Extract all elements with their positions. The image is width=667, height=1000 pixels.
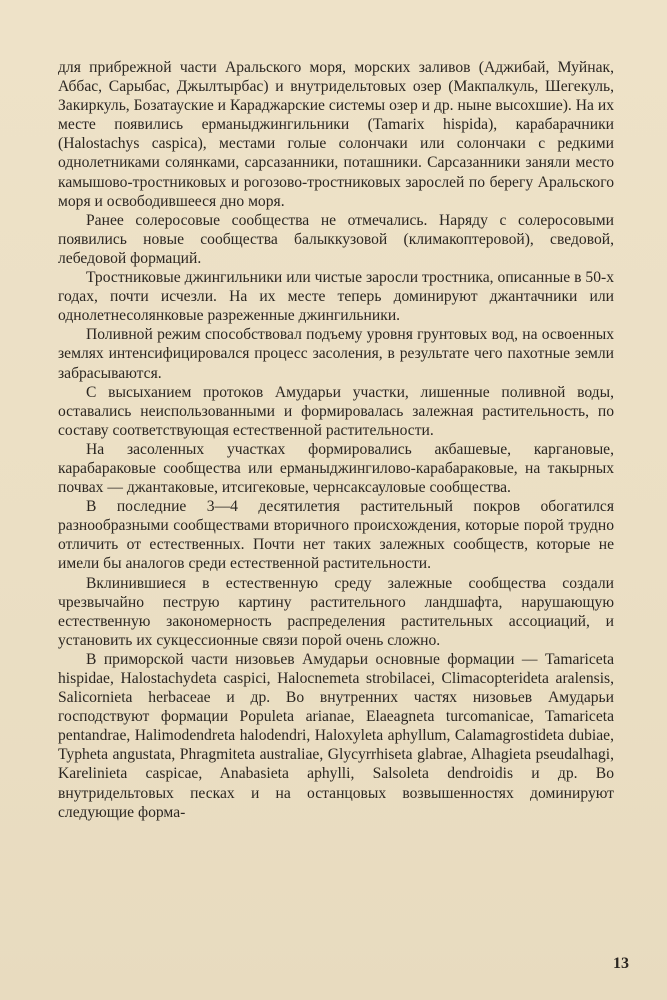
paragraph: С высыханием протоков Амударьи участки, лишенные поливной воды, оставались неиспользованными и формировалась залежная растительность, по составу соответствующая естественной растительности. bbox=[58, 383, 614, 439]
paragraph: В приморской части низовьев Амударьи основные формации — Tamariceta hispidae, Halostachydeta caspici, Halocnemeta strobilacei, Climacopterideta aralensis, Salicornieta herbaceae и др. Во внутренних частях низовьев Амударьи господствуют формации Populeta arianae, Elaeagneta turcomanicae, Tamariceta pentandrae, Halimodendreta halodendri, Haloxyleta aphyllum, Calamagrostideta dubiae, Typheta angustata, Phragmiteta australiae, Glycyrrhiseta glabrae, Alhagieta pseudalhagi, Karelinieta caspicae, Anabasieta aphylli, Salsoleta dendroidis и др. Во внутридельтовых песках и на останцовых возвышенностях доминируют следующие форма- bbox=[58, 650, 614, 821]
body-text bbox=[58, 58, 614, 822]
paragraph: Тростниковые джингильники или чистые заросли тростника, описанные в 50-х годах, почти исчезли. На их месте теперь доминируют джантачники или однолетнесолянковые разреженные джингильники. bbox=[58, 269, 614, 325]
paragraph: Ранее солеросовые сообщества не отмечались. Наряду с солеросовыми появились новые сообщества балыккузовой (климакоптеровой), сведовой, лебедовой формаций. bbox=[58, 211, 614, 267]
paragraph: Поливной режим способствовал подъему уровня грунтовых вод, на освоенных землях интенсифицировался процесс засоления, в результате чего пахотные земли забрасываются. bbox=[58, 326, 614, 382]
page-number: 13 bbox=[613, 955, 629, 972]
paragraph: На засоленных участках формировались акбашевые, каргановые, карабараковые сообщества или ерманыджингилово-карабараковые, на такырных почвах — джантаковые, итсигековые, чернсаксауловые сообщества. bbox=[58, 440, 614, 497]
paragraph: В последние 3—4 десятилетия растительный покров обогатился разнообразными сообществами вторичного происхождения, которые порой трудно отличить от естественных. Почти нет таких залежных сообществ, которые не имели бы аналогов среди естественной растительности. bbox=[58, 498, 614, 573]
paragraph: Вклинившиеся в естественную среду залежные сообщества создали чрезвычайно пеструю картину растительного ландшафта, нарушающую естественную закономерность распределения растительных ассоциаций, и установить их сукцессионные связи порой очень сложно. bbox=[58, 574, 614, 649]
paragraph: для прибрежной части Аральского моря, морских заливов (Аджибай, Муйнак, Аббас, Сарыбас, Джылтырбас) и внутридельтовых озер (Макпалкуль, Шегекуль, Закиркуль, Бозатауские и Караджарские системы озер и др. ныне высохшие). На их месте появились ерманыджингильники (Tamarix hispida), карабарачники (Halostachys caspica), местами голые солончаки или солончаки с редкими однолетниками солянками, сарсазанники, поташники. Сарсазанники заняли место камышово-тростниковых и рогозово-тростниковых зарослей по берегу Аральского моря и освободившееся дно моря. bbox=[58, 59, 614, 210]
